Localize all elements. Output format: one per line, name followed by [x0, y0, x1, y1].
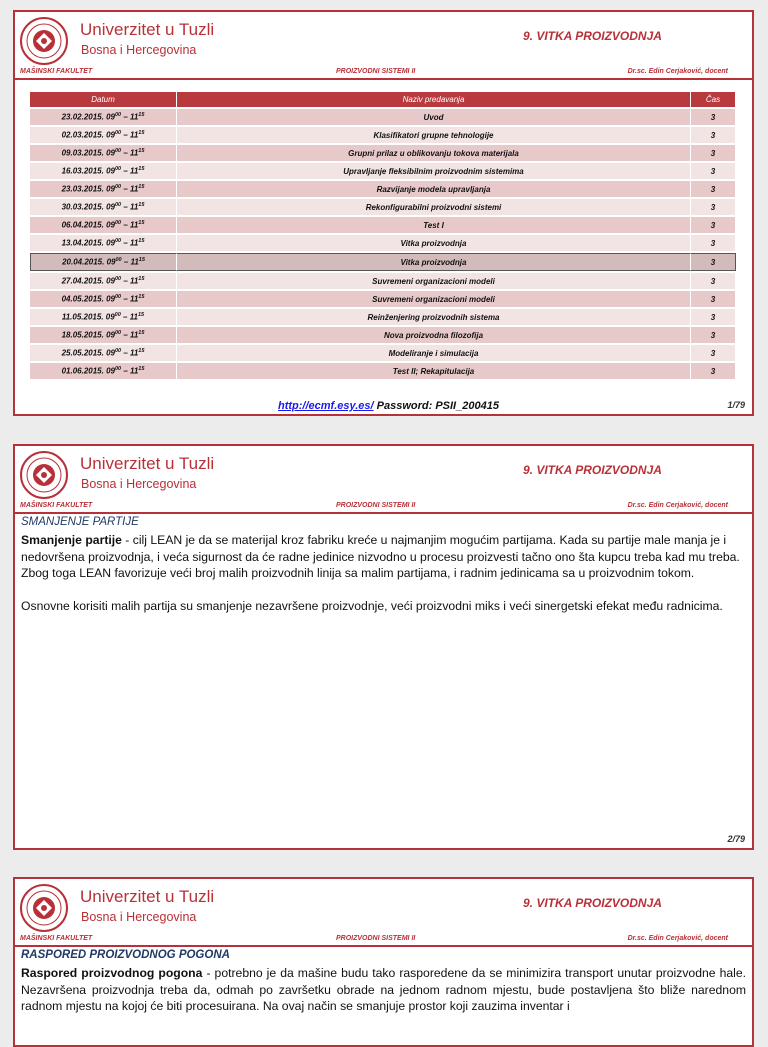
- footer-link-area: [278, 400, 499, 412]
- cell-hours: 3: [691, 163, 736, 179]
- cell-lecture: Suvremeni organizacioni modeli: [177, 291, 691, 307]
- cell-lecture: Klasifikatori grupne tehnologije: [177, 127, 691, 143]
- cell-lecture: Vitka proizvodnja: [177, 235, 691, 251]
- page-number: 2/79: [727, 834, 745, 844]
- lecture-topic: 9. VITKA PROIZVODNJA: [523, 463, 662, 477]
- cell-date: 30.03.2015. $09^{00} - 11^{15}$: [30, 199, 177, 215]
- faculty-label: MAŠINSKI FAKULTET: [20, 935, 93, 942]
- cell-lecture: Modeliranje i simulacija: [177, 345, 691, 361]
- slide-body: [15, 528, 752, 614]
- table-header-row: [30, 92, 736, 107]
- table-row: [30, 291, 736, 307]
- faculty-label: MAŠINSKI FAKULTET: [20, 502, 93, 509]
- cell-date: 27.04.2015. $09^{00} - 11^{15}$: [30, 273, 177, 289]
- cell-hours: 3: [691, 327, 736, 343]
- cell-date: 06.04.2015. $09^{00} - 11^{15}$: [30, 217, 177, 233]
- university-country: Bosna i Hercegovina: [81, 477, 197, 491]
- table-row: [30, 127, 736, 143]
- cell-date: 18.05.2015. $09^{00} - 11^{15}$: [30, 327, 177, 343]
- cell-hours: 3: [691, 109, 736, 125]
- cell-lecture: Uvod: [177, 109, 691, 125]
- slide-header: [15, 446, 752, 500]
- university-country: Bosna i Hercegovina: [81, 43, 197, 57]
- slide-2: [13, 444, 754, 850]
- cell-hours: 3: [691, 217, 736, 233]
- subheader-bar: [15, 933, 752, 947]
- slide-header: [15, 879, 752, 933]
- table-row: [30, 327, 736, 343]
- slide-header: [15, 12, 752, 66]
- cell-hours: 3: [691, 309, 736, 325]
- subheader-bar: [15, 66, 752, 80]
- section-title: RASPORED PROIZVODNOG POGONA: [21, 949, 230, 961]
- cell-date: 01.06.2015. $09^{00} - 11^{15}$: [30, 363, 177, 379]
- table-row: [30, 309, 736, 325]
- cell-lecture: Upravljanje fleksibilnim proizvodnim sistemima: [177, 163, 691, 179]
- cell-hours: 3: [691, 345, 736, 361]
- column-header-date: Datum: [30, 92, 177, 107]
- course-label: PROIZVODNI SISTEMI II: [336, 502, 416, 509]
- university-name: Univerzitet u Tuzli: [80, 20, 215, 39]
- table-row: [30, 345, 736, 361]
- page-number: 1/79: [727, 400, 745, 410]
- cell-date: 23.02.2015. $09^{00} - 11^{15}$: [30, 109, 177, 125]
- paragraph-text: - cilj LEAN je da se materijal kroz fabriku kreće u najmanjim mogućim partijama. Kada su partije male manja je i nedovršena proizvodnja, i veća sigurnost da će radne jedinice nizvodno u procesu proizvesti tačno ono šta kupcu treba kad mu treba. Zbog toga LEAN favorizuje veći broj malih proizvodnih linija sa malim partijama, i radnim jedinicama sa u proizvodnim tokom.: [21, 533, 740, 580]
- lecture-topic: 9. VITKA PROIZVODNJA: [523, 29, 662, 43]
- university-name: Univerzitet u Tuzli: [80, 454, 215, 473]
- table-row: [30, 181, 736, 197]
- section-title: SMANJENJE PARTIJE: [21, 516, 139, 528]
- university-seal-icon: [19, 883, 69, 933]
- table-row: [30, 145, 736, 161]
- table-row: [30, 253, 736, 271]
- cell-date: 09.03.2015. $09^{00} - 11^{15}$: [30, 145, 177, 161]
- cell-date: 16.03.2015. $09^{00} - 11^{15}$: [30, 163, 177, 179]
- cell-lecture: Razvijanje modela upravljanja: [177, 181, 691, 197]
- cell-hours: 3: [691, 363, 736, 379]
- table-row: [30, 109, 736, 125]
- cell-lecture: Nova proizvodna filozofija: [177, 327, 691, 343]
- table-row: [30, 163, 736, 179]
- university-country: Bosna i Hercegovina: [81, 910, 197, 924]
- term-bold: Smanjenje partije: [21, 533, 122, 547]
- cell-lecture: Rekonfigurabilni proizvodni sistemi: [177, 199, 691, 215]
- university-seal-icon: [19, 450, 69, 500]
- table-row: [30, 363, 736, 379]
- cell-hours: 3: [691, 145, 736, 161]
- cell-hours: 3: [691, 235, 736, 251]
- cell-hours: 3: [691, 291, 736, 307]
- cell-lecture: Test II; Rekapitulacija: [177, 363, 691, 379]
- university-seal-icon: [19, 16, 69, 66]
- column-header-lecture: Naziv predavanja: [177, 92, 691, 107]
- course-label: PROIZVODNI SISTEMI II: [336, 68, 416, 75]
- lecture-topic: 9. VITKA PROIZVODNJA: [523, 896, 662, 910]
- cell-hours: 3: [691, 253, 736, 271]
- subheader-bar: [15, 500, 752, 514]
- course-label: PROIZVODNI SISTEMI II: [336, 935, 416, 942]
- cell-date: 23.03.2015. $09^{00} - 11^{15}$: [30, 181, 177, 197]
- course-website-link[interactable]: http://ecmf.esy.es/: [278, 400, 374, 412]
- cell-hours: 3: [691, 181, 736, 197]
- table-row: [30, 273, 736, 289]
- slide-1: [13, 10, 754, 416]
- faculty-label: MAŠINSKI FAKULTET: [20, 68, 93, 75]
- lecturer-label: Dr.sc. Edin Cerjaković, docent: [627, 502, 728, 509]
- slide-body: [15, 961, 752, 1015]
- cell-lecture: Vitka proizvodnja: [177, 253, 691, 271]
- cell-lecture: Test I: [177, 217, 691, 233]
- cell-date: 20.04.2015. $09^{00} - 11^{15}$: [30, 253, 177, 271]
- lecturer-label: Dr.sc. Edin Cerjaković, docent: [627, 935, 728, 942]
- university-name: Univerzitet u Tuzli: [80, 887, 215, 906]
- password-text: Password: PSII_200415: [376, 400, 499, 412]
- cell-hours: 3: [691, 273, 736, 289]
- paragraph-text: - potrebno je da mašine budu tako rasporedene da se minimizira transport unutar proizvodne hale. Nezavršena proizvodnja treba da, odmah po završetku obrade na jednom radnom mjestu, bude postavljena što bliže narednom radnom mjestu na kojoj će biti procesuirana. Na ovaj način se smanjuje prostor koji zauzima inventar i: [21, 966, 746, 1013]
- cell-date: 04.05.2015. $09^{00} - 11^{15}$: [30, 291, 177, 307]
- column-header-hours: Čas: [691, 92, 736, 107]
- cell-hours: 3: [691, 127, 736, 143]
- cell-lecture: Suvremeni organizacioni modeli: [177, 273, 691, 289]
- cell-date: 11.05.2015. $09^{00} - 11^{15}$: [30, 309, 177, 325]
- cell-lecture: Grupni prilaz u oblikovanju tokova materijala: [177, 145, 691, 161]
- cell-lecture: Reinženjering proizvodnih sistema: [177, 309, 691, 325]
- paragraph: [21, 965, 746, 1015]
- table-row: [30, 217, 736, 233]
- lecture-schedule-table: [30, 90, 736, 381]
- paragraph: Osnovne korisiti malih partija su smanjenje nezavršene proizvodnje, veći proizvodni miks i veći sinergetski efekat među radnicima.: [21, 598, 723, 613]
- cell-date: 02.03.2015. $09^{00} - 11^{15}$: [30, 127, 177, 143]
- cell-date: 25.05.2015. $09^{00} - 11^{15}$: [30, 345, 177, 361]
- term-bold: Raspored proizvodnog pogona: [21, 966, 203, 980]
- table-row: [30, 199, 736, 215]
- slide-3: [13, 877, 754, 1047]
- table-row: [30, 235, 736, 251]
- paragraph: [21, 532, 746, 582]
- table-body: [30, 109, 736, 379]
- lecturer-label: Dr.sc. Edin Cerjaković, docent: [627, 68, 728, 75]
- cell-date: 13.04.2015. $09^{00} - 11^{15}$: [30, 235, 177, 251]
- cell-hours: 3: [691, 199, 736, 215]
